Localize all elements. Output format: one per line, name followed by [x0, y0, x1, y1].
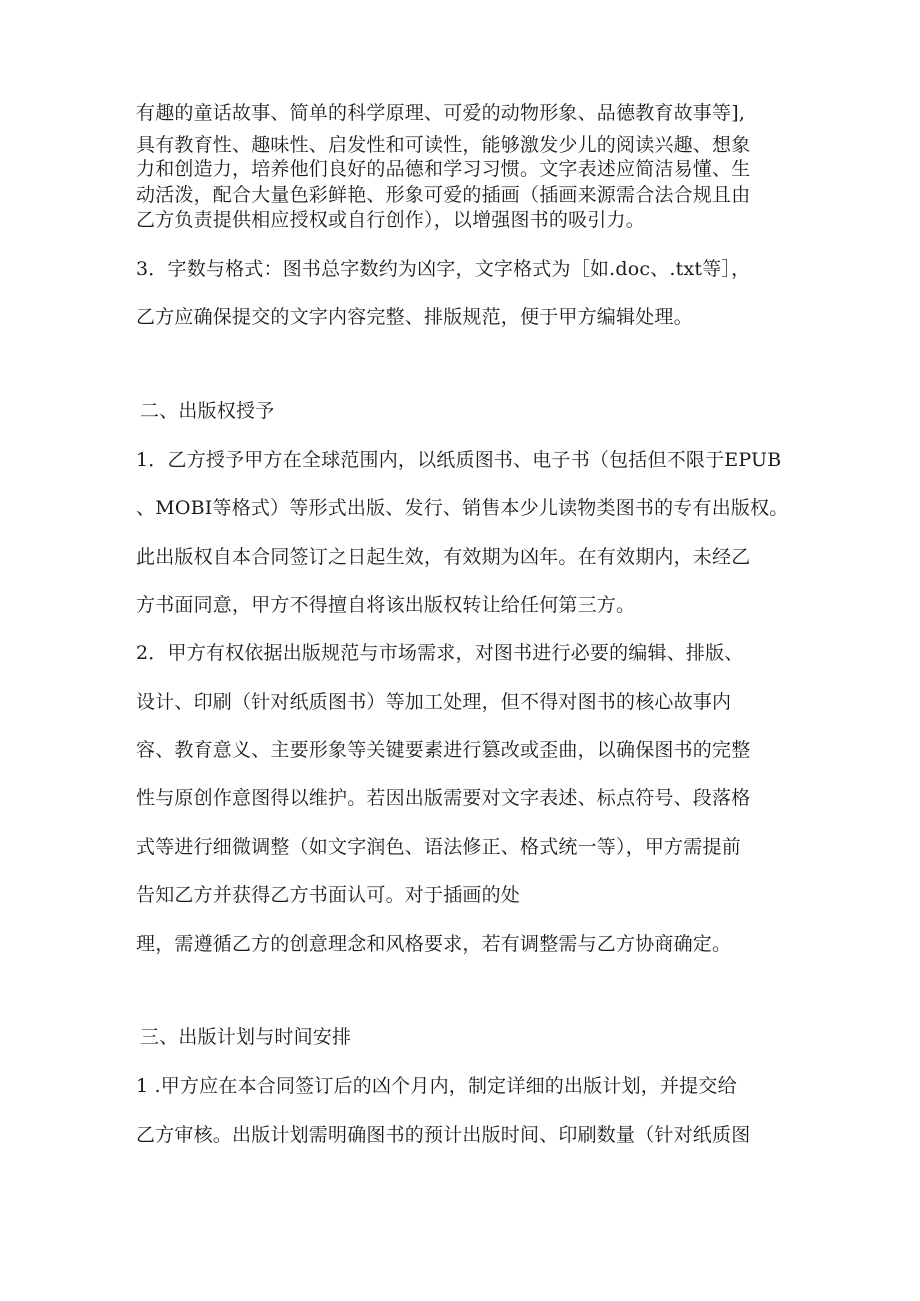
paragraph-line: 乙方审核。出版计划需明确图书的预计出版时间、印刷数量（针对纸质图: [136, 1124, 751, 1146]
paragraph-line: 此出版权自本合同签订之日起生效，有效期为凶年。在有效期内，未经乙: [136, 546, 751, 568]
paragraph-line: 乙方负责提供相应授权或自行创作），以增强图书的吸引力。: [136, 209, 645, 231]
paragraph-line: 动活泼，配合大量色彩鲜艳、形象可爱的插画（插画来源需合法合规且由: [136, 184, 751, 206]
paragraph-line: 3．字数与格式：图书总字数约为凶字，文字格式为［如.doc、.txt等］，: [136, 258, 751, 280]
paragraph-line: 乙方应确保提交的文字内容完整、排版规范，便于甲方编辑处理。: [136, 306, 693, 328]
section-heading: 三、出版计划与时间安排: [140, 1026, 352, 1048]
paragraph-line: 式等进行细微调整（如文字润色、语法修正、格式统一等），甲方需提前: [136, 836, 741, 858]
paragraph-line: 有趣的童话故事、简单的科学原理、可爱的动物形象、品德教育故事等],: [136, 102, 746, 124]
paragraph-line: 力和创造力，培养他们良好的品德和学习习惯。文字表述应简洁易懂、生: [136, 158, 751, 180]
paragraph-line: 方书面同意，甲方不得擅自将该出版权转让给任何第三方。: [136, 594, 636, 616]
paragraph-line: 2．甲方有权依据出版规范与市场需求，对图书进行必要的编辑、排版、: [136, 642, 744, 664]
paragraph-line: 具有教育性、趣味性、启发性和可读性，能够激发少儿的阅读兴趣、想象: [136, 134, 751, 156]
paragraph-line: 1．乙方授予甲方在全球范围内，以纸质图书、电子书（包括但不限于EPUB: [136, 449, 782, 471]
paragraph-line: 、MOBI等格式）等形式出版、发行、销售本少儿读物类图书的专有出版权。: [136, 497, 789, 519]
paragraph-line: 容、教育意义、主要形象等关键要素进行篡改或歪曲，以确保图书的完整: [136, 739, 751, 761]
paragraph-line: 理，需遵循乙方的创意理念和风格要求，若有调整需与乙方协商确定。: [136, 933, 732, 955]
paragraph-line: 告知乙方并获得乙方书面认可。对于插画的处: [136, 884, 521, 906]
section-heading: 二、出版权授予: [140, 400, 275, 422]
paragraph-line: 设计、印刷（针对纸质图书）等加工处理，但不得对图书的核心故事内: [136, 691, 732, 713]
paragraph-line: 性与原创作意图得以维护。若因出版需要对文字表述、标点符号、段落格: [136, 787, 751, 809]
paragraph-line: 1 .甲方应在本合同签订后的凶个月内，制定详细的出版计划，并提交给: [136, 1075, 737, 1097]
